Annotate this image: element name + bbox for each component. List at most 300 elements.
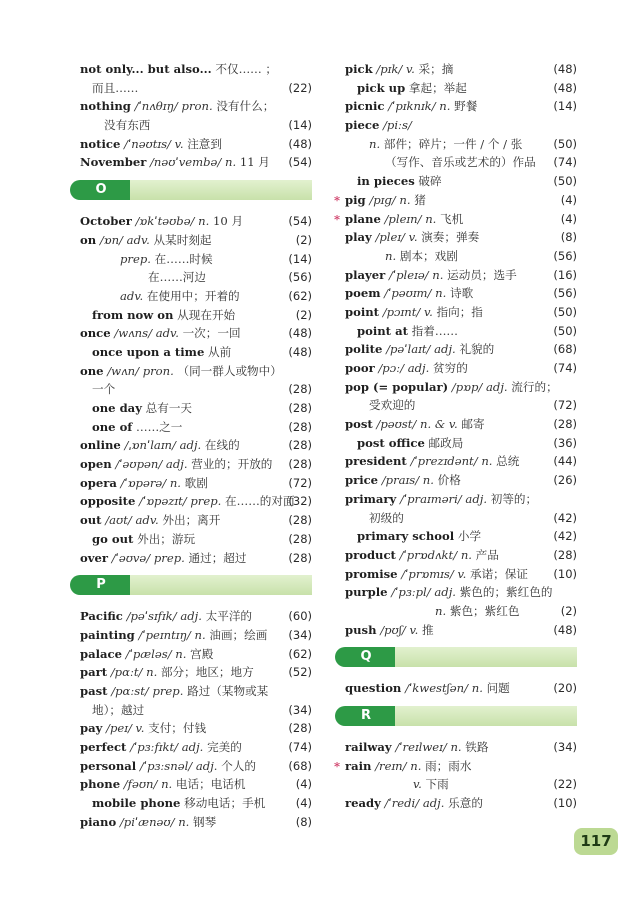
entry-text [80,135,222,154]
definition: 部分；地区；地方 [160,665,254,680]
definition: 运动员；选手 [447,267,517,282]
phonetic: /pɔɪnt/ [382,304,421,319]
phonetic: /ˈɒpərə/ [120,475,167,490]
definition: 油画；绘画 [209,627,268,642]
headword: go out [92,531,134,546]
phonetic: /ˈnʌθɪŋ/ [134,99,178,114]
entry-row [80,549,312,568]
phonetic: /nəʊˈvembə/ [150,155,222,170]
headword: play [345,230,372,245]
entry-text [345,471,461,490]
entry-row [80,79,312,98]
definition: 10 月 [213,214,244,229]
section-bar [130,180,312,200]
phonetic: /fəʊn/ [123,777,158,792]
part-of-speech: v. [457,566,467,581]
definition: 受欢迎的 [369,398,416,413]
entry-text [80,607,252,626]
headword: polite [345,342,383,357]
phonetic: /ˈredi/ [384,796,420,811]
entry-row [80,682,312,701]
phonetic: /ˈpeɪntɪŋ/ [138,627,191,642]
part-of-speech: n. [385,248,397,263]
page-ref: (68) [553,342,577,357]
page-ref: (74) [288,740,312,754]
headword: piano [80,814,117,829]
phonetic: /pʊʃ/ [380,622,406,637]
entry-text [345,228,479,247]
entry-text [80,626,267,645]
definition: 在……的对面 [225,494,295,509]
headword: in pieces [357,174,415,189]
page-ref: (28) [553,417,577,432]
part-of-speech: n. [146,665,158,680]
definition: 支付；付钱 [148,721,207,736]
entry-text [435,602,519,621]
entry-text [92,794,265,813]
entry-text [413,775,449,794]
phonetic: /pɑːst/ [111,683,149,698]
headword: pig [345,192,366,207]
headword: ready [345,796,381,811]
headword: purple [345,585,388,600]
part-of-speech: adj. [179,438,202,453]
entry-row [80,492,312,511]
definition: 铁路 [465,740,489,754]
headword: pick [345,62,373,76]
star-mark: * [334,758,341,773]
definition: 紫色；紫红色 [449,603,520,618]
headword: nothing [80,99,131,114]
entry-text [120,250,213,269]
page-ref: (48) [553,80,577,95]
part-of-speech: n. [435,603,447,618]
definition: 在……时候 [154,251,213,266]
page-ref: (56) [553,248,577,263]
entry-row [345,738,577,757]
headword: online [80,438,121,453]
definition: 紫色的；紫红色的 [459,585,553,600]
part-of-speech: n. [422,473,434,488]
entry-row [80,701,312,720]
definition: 路过（某物或某 [187,683,269,698]
definition: 在线的 [204,438,240,453]
definition: 指向；指 [436,304,483,319]
definition: 在……河边 [148,270,206,285]
part-of-speech: n. [481,454,493,469]
entry-row [80,153,312,172]
part-of-speech: adj. [422,796,445,811]
phonetic: /ˈəʊvə/ [111,550,151,565]
part-of-speech: adj. [165,457,188,472]
entry-text [345,738,489,757]
part-of-speech: n. [439,99,451,114]
definition: 从前 [208,344,232,359]
entry-row [80,719,312,738]
entry-row [345,794,577,813]
section-header-q [335,647,577,667]
entry-text [92,418,182,437]
page-ref: (28) [288,438,312,453]
part-of-speech: n. [178,814,190,829]
part-of-speech: n. [224,155,237,170]
part-of-speech: n. [460,547,472,562]
page-ref: (34) [288,702,312,717]
entry-row [334,757,577,776]
headword: player [345,267,386,282]
headword: one day [92,401,142,415]
entry-text [148,268,206,287]
part-of-speech: v. [405,62,415,76]
entry-text [345,583,552,602]
entry-row [80,418,312,437]
part-of-speech: adv. [155,326,179,341]
part-of-speech: prep. [152,683,184,698]
phonetic: /ˈprezɪdənt/ [410,454,478,469]
entry-row [80,135,312,154]
phonetic: /peɪ/ [106,721,132,736]
phonetic: /ˈprɒdʌkt/ [399,547,458,562]
entry-row [80,738,312,757]
page-ref: (28) [288,419,312,434]
definition: 产品 [475,547,499,562]
headword: post office [357,435,425,450]
entry-text [80,663,254,682]
definition: 诗歌 [449,286,474,301]
headword: railway [345,740,392,754]
entry-text [345,97,477,116]
entry-row [345,621,577,640]
page-ref: (44) [553,454,577,469]
page-ref: (48) [553,622,577,637]
headword: poem [345,286,381,301]
headword: push [345,622,377,637]
part-of-speech: v. [174,136,184,151]
headword: promise [345,566,398,581]
headword: over [80,550,108,565]
entry-row [345,396,577,415]
entry-text [92,343,231,362]
entry-row [345,116,577,135]
definition: 钢琴 [193,814,217,829]
entry-text [80,645,213,664]
entry-row [345,153,577,172]
headword: pick up [357,80,406,95]
headword: product [345,547,396,562]
part-of-speech: n. [450,740,462,754]
definition: 一个 [92,382,116,397]
headword: point at [357,323,408,338]
page-ref: (62) [288,288,312,303]
part-of-speech: n. [198,214,210,229]
entry-text [369,396,415,415]
entry-row [345,415,577,434]
definition: 个人的 [221,758,256,773]
page-ref: (28) [553,547,577,562]
definition: 外出；游玩 [137,531,196,546]
entry-text [345,359,468,378]
definition: 营业的；开放的 [191,457,273,472]
phonetic: /wʌn/ [107,363,139,378]
part-of-speech: n. [175,646,187,661]
definition: 部件；碎片；一件 / 个 / 张 [383,136,523,151]
definition: 歌剧 [184,475,208,490]
entry-row [80,813,312,832]
definition: ……之一 [135,419,183,434]
page-ref: (54) [288,214,312,229]
entry-row [345,266,577,285]
phonetic: /ˈprɒmɪs/ [401,566,454,581]
entry-row [80,362,312,381]
part-of-speech: adv. [135,513,159,528]
left-column [80,60,312,831]
page-number: 117 [574,828,618,855]
entry-text [345,284,473,303]
entry-text [80,436,240,455]
entry-text [80,757,256,776]
part-of-speech: n. [410,758,422,773]
definition: 乐意的 [448,796,483,811]
page-ref: (52) [288,665,312,680]
entry-row [345,775,577,794]
phonetic: /ˈreɪlweɪ/ [395,740,447,754]
page-ref: (62) [288,646,312,661]
entry-row [345,490,577,509]
page-ref: (56) [553,286,577,301]
section-letter: O [70,180,132,200]
entry-text [80,60,277,79]
entry-text [80,738,242,757]
entry-text [80,153,270,172]
definition: 而且…… [92,80,139,95]
headword: palace [80,646,122,661]
definition: 邮政局 [428,435,464,450]
page-ref: (14) [288,251,312,266]
entry-text [385,153,536,172]
section-bar [395,647,577,667]
headword: price [345,473,379,488]
entry-row [345,679,577,698]
entry-row [80,97,312,116]
section-header-p [70,575,312,595]
definition: 初级的 [369,510,404,525]
phonetic: /pəˈsɪfɪk/ [126,609,177,624]
headword: not only... but also... [80,62,212,76]
phonetic: /aʊt/ [105,513,132,528]
definition: 移动电话；手机 [184,796,266,811]
entry-text [345,452,519,471]
definition: 总统 [496,454,520,469]
entry-row [80,663,312,682]
page-ref: (48) [288,326,312,341]
entry-text [80,324,241,343]
page-ref: (60) [288,609,312,624]
definition: 推 [422,622,434,637]
entry-text [80,775,246,794]
entry-text [345,546,499,565]
entry-row [80,287,312,306]
definition: 总有一天 [145,401,193,415]
entry-row [80,511,312,530]
headword: one of [92,419,133,434]
page-ref: (10) [553,566,577,581]
phonetic: /ˈpɜːsnəl/ [139,758,193,773]
entry-text [80,97,274,116]
phonetic: /ˌɒnˈlaɪn/ [124,438,176,453]
entry-text [345,191,426,210]
phonetic: /ˈɒpəzɪt/ [139,494,187,509]
section-bar [395,706,577,726]
entry-row [80,607,312,626]
entry-text [345,490,537,509]
entry-text [80,362,282,381]
entry-row [345,602,577,621]
headword: question [345,681,402,696]
entry-row [80,775,312,794]
entry-text [80,549,247,568]
headword: on [80,232,97,247]
entry-row [345,322,577,341]
entry-row [345,284,577,303]
entry-text [104,116,150,135]
definition: 拿起；举起 [408,80,467,95]
section-bar [130,575,312,595]
headword: open [80,457,112,472]
headword: post [345,417,373,432]
definition: 电话；电话机 [175,777,246,792]
page-ref: (14) [553,99,577,114]
part-of-speech: n. [399,192,411,207]
definition: 飞机 [440,211,464,226]
entry-text [369,135,522,154]
part-of-speech: v. [408,230,418,245]
headword: Pacific [80,609,123,624]
page-ref: (48) [288,344,312,359]
entry-row [80,250,312,269]
phonetic: /ˈpɜːfɪkt/ [130,740,179,754]
entry-row [345,97,577,116]
part-of-speech: prep. [120,251,151,266]
definition: 初等的； [490,491,538,506]
part-of-speech: prep. [153,550,185,565]
part-of-speech: adv. [126,232,150,247]
definition: 没有什么； [216,99,275,114]
definition: （写作、音乐或艺术的）作品 [385,155,536,170]
entry-row [345,60,577,79]
section-letter: Q [335,647,397,667]
page-ref: (48) [288,136,312,151]
definition: 外出；离开 [162,513,221,528]
headword: poor [345,361,375,375]
entry-row [80,757,312,776]
page-ref: (2) [295,307,312,322]
phonetic: /piˈænəʊ/ [119,814,175,829]
page-ref: (4) [295,777,312,792]
phonetic: /pleɪn/ [384,211,422,226]
entry-text [345,303,483,322]
phonetic: /ˈpæləs/ [125,646,172,661]
definition: 猪 [414,192,426,207]
definition: 在使用中；开着的 [146,288,240,303]
page-ref: (28) [288,721,312,736]
part-of-speech: n. [169,475,181,490]
part-of-speech: n. & v. [420,417,458,432]
entry-row [345,527,577,546]
page-ref: (50) [553,323,577,338]
phonetic: /praɪs/ [381,473,420,488]
page-ref: (42) [553,529,577,544]
page-ref: (4) [560,192,577,207]
entry-text [80,231,212,250]
phonetic: /pɪk/ [376,62,403,76]
entry-text [92,701,144,720]
page-ref: (28) [288,513,312,528]
page-ref: (72) [553,398,577,413]
headword: pay [80,721,103,736]
part-of-speech: n. [432,267,444,282]
entry-text [80,813,216,832]
page-ref: (20) [553,681,577,696]
entry-row [345,135,577,154]
definition: 价格 [437,473,461,488]
part-of-speech: n. [471,681,483,696]
phonetic: /piːs/ [383,118,412,133]
section-letter: P [70,575,132,595]
page-ref: (72) [288,475,312,490]
part-of-speech: adj. [195,758,218,773]
phonetic: /ɒkˈtəʊbə/ [135,214,195,229]
headword: from now on [92,307,174,322]
definition: 野餐 [454,99,478,114]
entry-text [92,306,235,325]
page-ref: (8) [295,814,312,829]
page-ref: (74) [553,361,577,375]
entry-text [345,757,471,776]
part-of-speech: n. [435,286,447,301]
entry-row [80,530,312,549]
headword: phone [80,777,121,792]
entry-text [92,399,192,418]
page-ref: (8) [560,230,577,245]
entry-row [80,324,312,343]
entry-row [80,436,312,455]
page-ref: (22) [553,777,577,792]
entry-row [80,212,312,231]
part-of-speech: n. [369,136,381,151]
entry-row [345,546,577,565]
part-of-speech: adj. [181,740,204,754]
definition: 流行的； [511,379,558,394]
part-of-speech: adj. [180,609,202,624]
page-ref: (74) [553,155,577,170]
entry-text [369,509,404,528]
entry-text [80,212,243,231]
entry-row [345,228,577,247]
entry-text [345,266,517,285]
definition: 采；摘 [418,62,454,76]
part-of-speech: adj. [434,585,456,600]
entry-row [345,471,577,490]
part-of-speech: n. [194,627,206,642]
entry-row [80,455,312,474]
page-ref: (50) [553,304,577,319]
page-ref: (26) [553,473,577,488]
definition: 承诺；保证 [469,566,528,581]
star-mark: * [334,192,341,207]
page-ref: (16) [553,267,577,282]
page-ref: (2) [295,232,312,247]
entry-row [345,79,577,98]
